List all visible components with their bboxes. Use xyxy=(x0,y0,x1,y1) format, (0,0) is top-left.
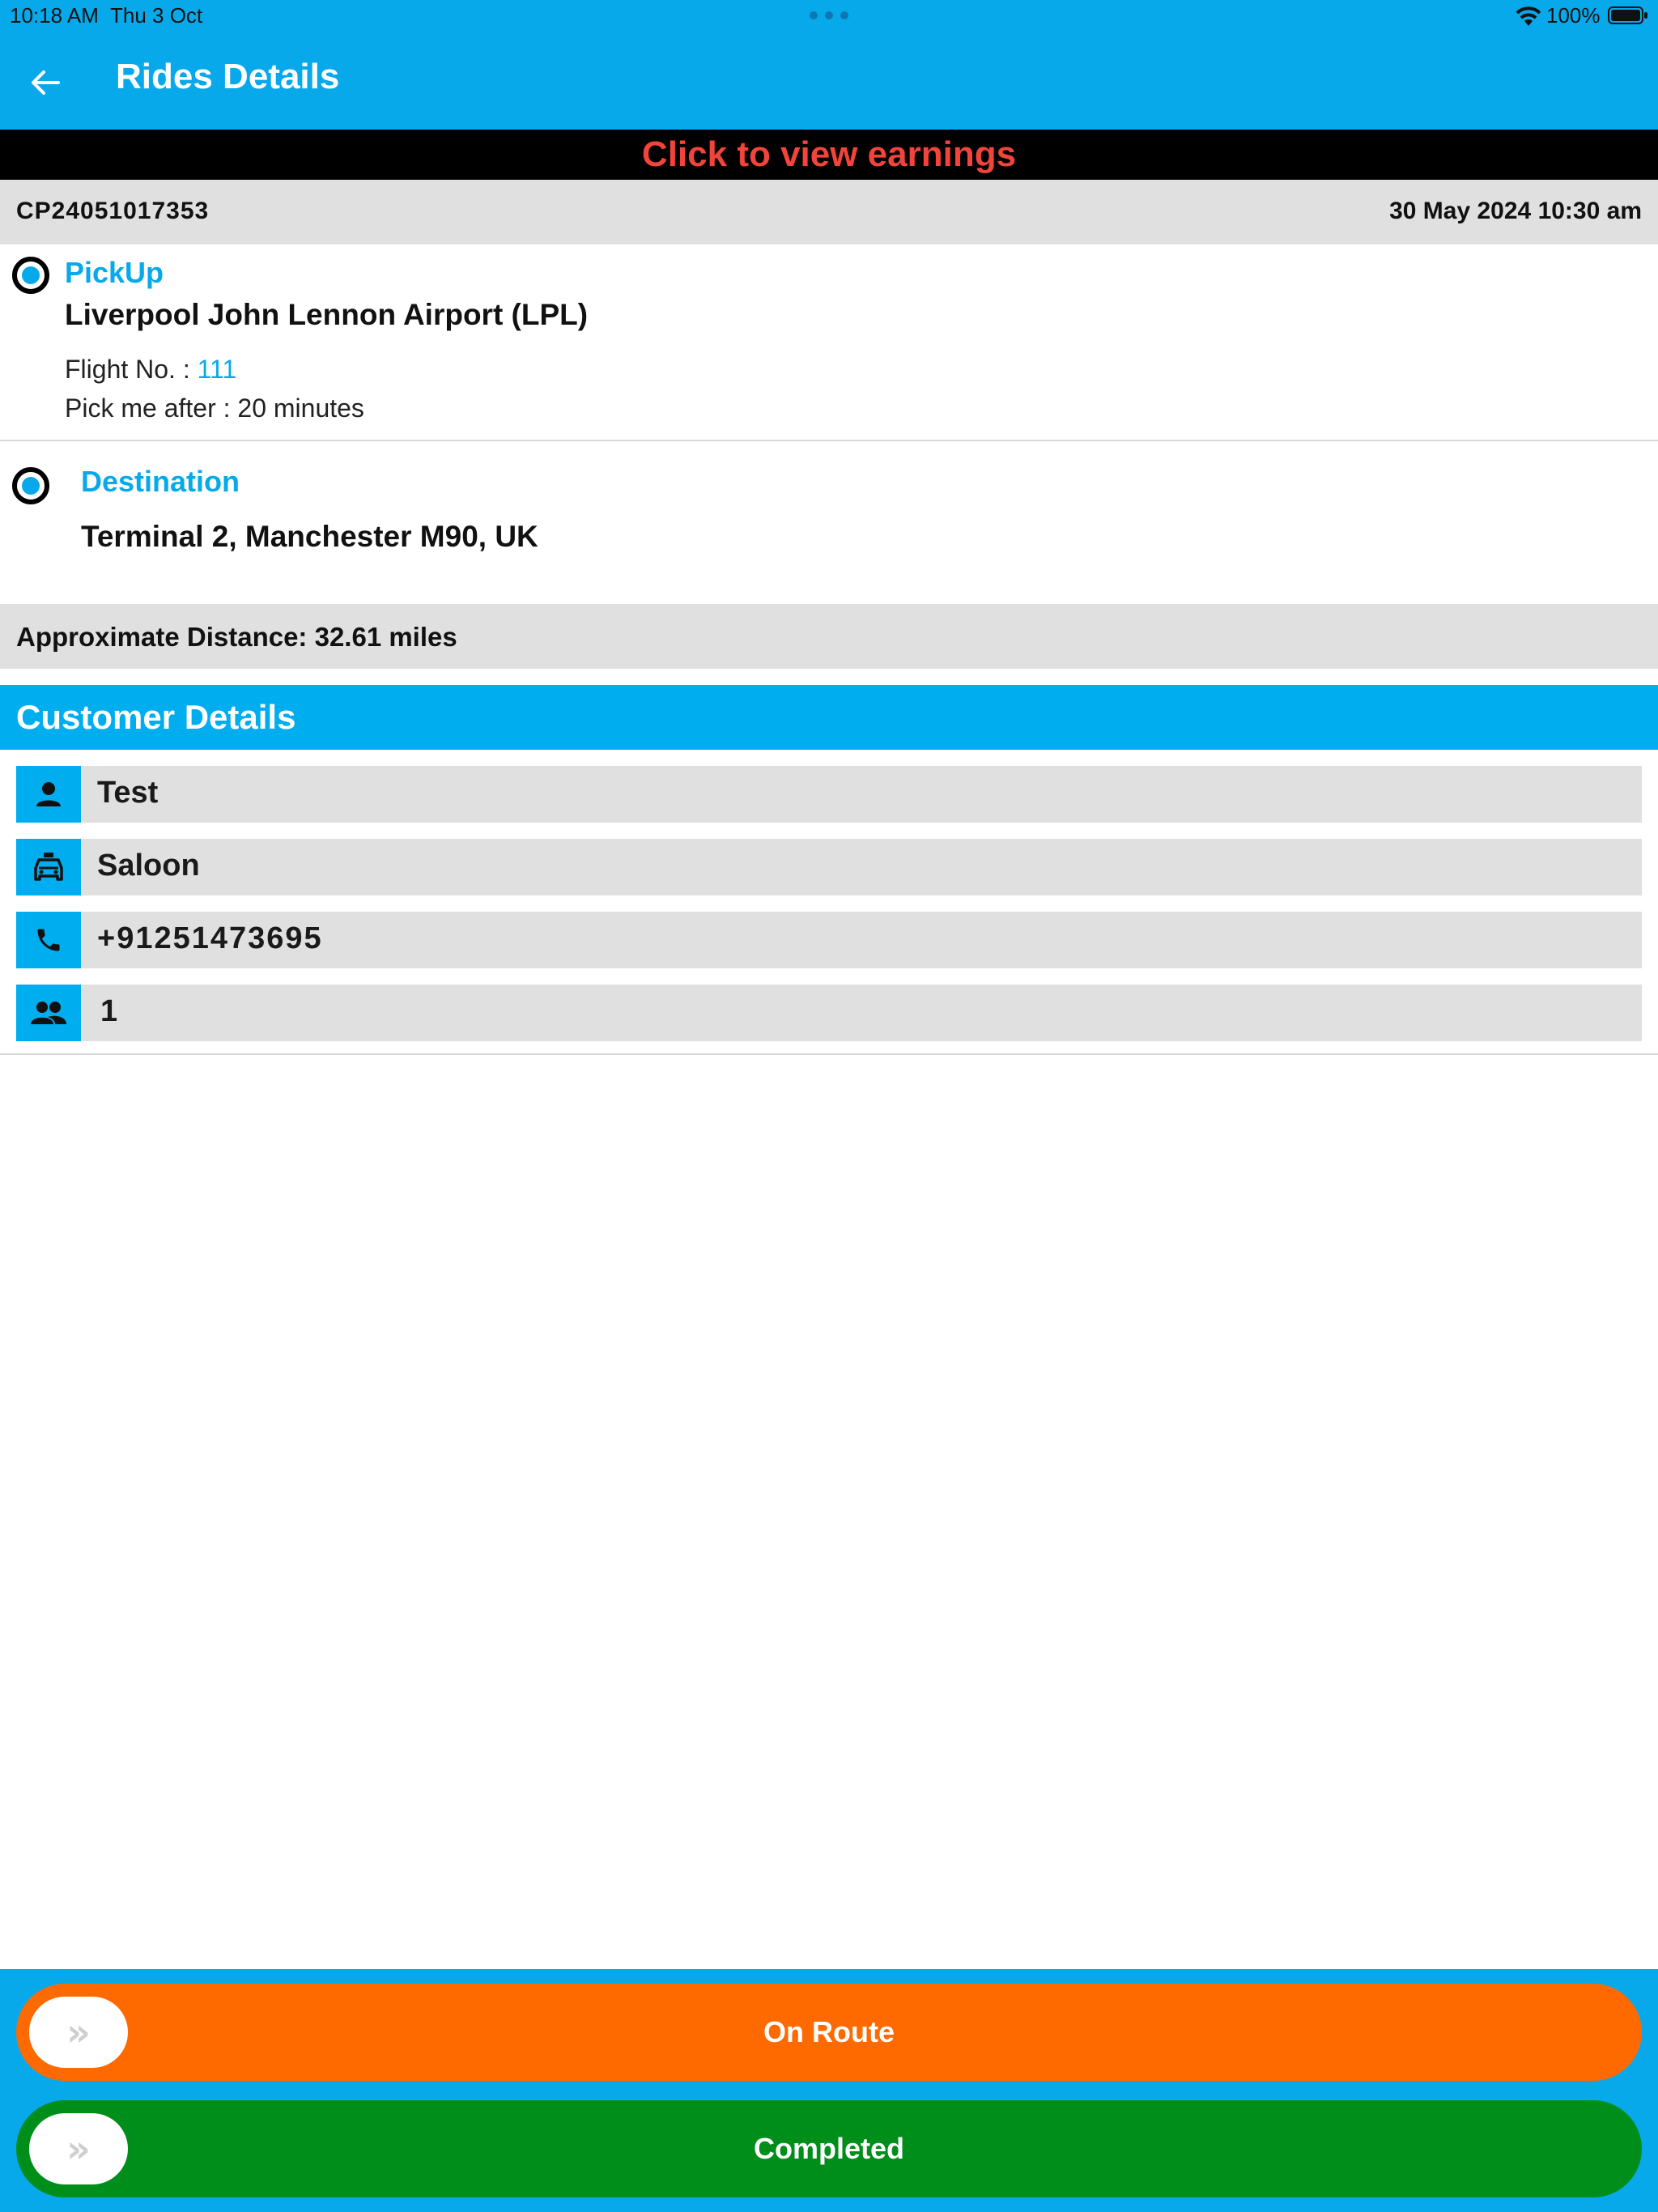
people-icon xyxy=(16,985,81,1041)
destination-address: Terminal 2, Manchester M90, UK xyxy=(81,520,538,553)
pickup-label: PickUp xyxy=(65,256,164,289)
phone-row[interactable] xyxy=(16,912,1642,968)
view-earnings-label: Click to view earnings xyxy=(641,134,1017,174)
on-route-slider-handle[interactable] xyxy=(29,1997,128,2068)
view-earnings-banner[interactable] xyxy=(0,130,1658,180)
arrow-left-icon xyxy=(31,70,60,96)
flight-number-value: 111 xyxy=(197,355,237,384)
passengers-row xyxy=(16,985,1642,1041)
customer-name: Test xyxy=(97,776,159,810)
customer-phone[interactable]: +91251473695 xyxy=(97,921,323,955)
customer-details-title: Customer Details xyxy=(16,698,296,736)
destination-label: Destination xyxy=(81,465,240,498)
on-route-label: On Route xyxy=(763,2015,895,2048)
phone-icon[interactable] xyxy=(16,912,81,968)
vehicle-type: Saloon xyxy=(97,849,200,883)
distance-bar xyxy=(0,604,1658,669)
customer-details-header xyxy=(0,685,1658,750)
wifi-icon xyxy=(1514,3,1543,28)
car-icon xyxy=(16,839,81,895)
on-route-slider[interactable] xyxy=(16,1984,1642,2081)
status-time: 10:18 AM xyxy=(10,3,99,28)
completed-slider-handle[interactable] xyxy=(29,2113,128,2184)
ride-info-bar xyxy=(0,180,1658,245)
vehicle-type-row xyxy=(16,839,1642,895)
destination-marker-icon xyxy=(12,467,49,504)
customer-name-row xyxy=(16,766,1642,823)
battery-icon xyxy=(1608,6,1648,24)
pick-me-after: Pick me after : 20 minutes xyxy=(65,393,364,423)
multitasking-dots-icon[interactable] xyxy=(810,11,848,21)
status-date: Thu 3 Oct xyxy=(110,3,203,28)
double-chevron-right-icon: » xyxy=(66,2127,91,2171)
completed-slider[interactable] xyxy=(16,2100,1642,2197)
double-chevron-right-icon: » xyxy=(66,2010,91,2054)
flight-number xyxy=(65,355,236,385)
back-button[interactable] xyxy=(21,58,70,107)
completed-label: Completed xyxy=(753,2132,904,2165)
approximate-distance: Approximate Distance: 32.61 miles xyxy=(16,622,457,652)
ride-id: CP24051017353 xyxy=(16,198,210,224)
divider xyxy=(0,440,1658,441)
pickup-marker-icon xyxy=(12,257,49,294)
battery-percentage: 100% xyxy=(1546,3,1601,28)
pickup-address: Liverpool John Lennon Airport (LPL) xyxy=(65,298,589,331)
ride-datetime: 30 May 2024 10:30 am xyxy=(1389,198,1642,224)
page-title: Rides Details xyxy=(116,57,340,96)
person-icon xyxy=(16,766,81,823)
flight-number-label: Flight No. : xyxy=(65,355,198,384)
passenger-count: 1 xyxy=(100,994,118,1028)
divider xyxy=(0,1053,1658,1055)
